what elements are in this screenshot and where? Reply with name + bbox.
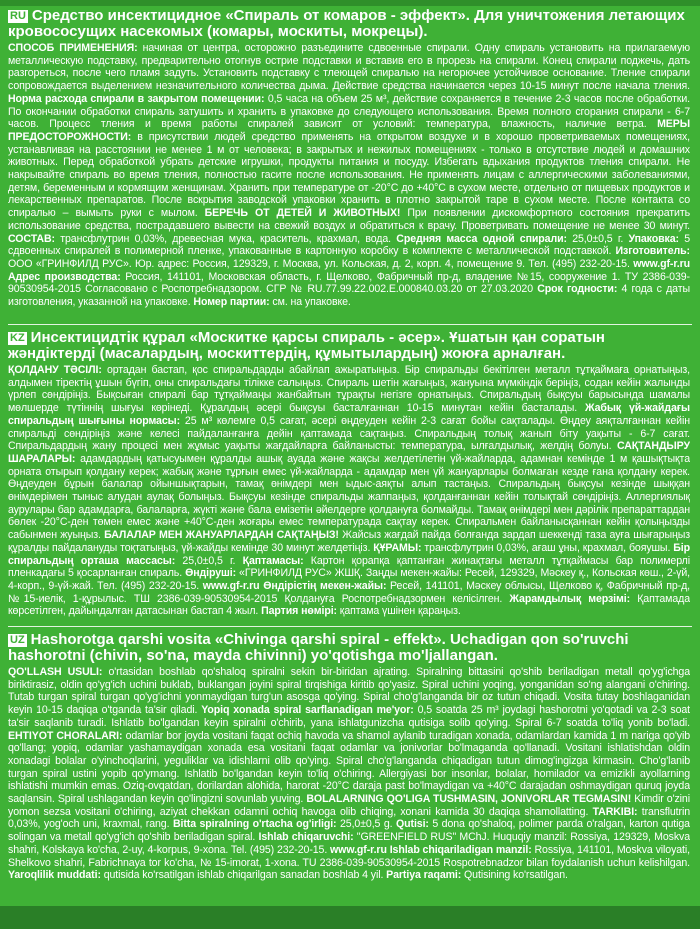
instruction-heading: Қаптамасы: [242, 554, 304, 567]
instruction-text: ООО «ГРИНФИЛД РУС». Юр. адрес: Россия, 129329, г. Москва, ул. Кольская, д. 2, корп. 4, помещение 9. Тел. (495) 232-20-15. [8, 257, 634, 270]
instruction-text: 0,5 часа на объем 25 м³, действие сохраняется в течение 2-3 часов после обработки. По окончании обработки спираль затушить и хранить в упаковке до следующего использования. Время полного сгорания спирали - 6-7 часов. Процесс тления и время работы спиралей зависит от условий: температура, влажность, наличие ветра. [8, 92, 690, 131]
instruction-heading: Bitta spiralning o'rtacha og'irligi: [172, 818, 337, 831]
instructions-kz [8, 364, 690, 618]
instructions-ru [8, 42, 690, 309]
instruction-text: в присутствии людей средство применять на открытом воздухе и в хорошо проветриваемых помещениях, устанавливая на расстоянии не менее 1 м от человека; в закрытых и нежилых помещениях - только в отсутствие людей и домашних животных. Перед обработкой убрать детские игрушки, продукты питания и посуду. Избегать вдыхания продуктов тления спирали. Не накрывайте спираль во время тления, полностью гасите после использования. Не применять лицам с аллергическими заболеваниями, детям, беременным и кормящим женщинам. Хранить при температуре от -20°С до +40°С в сухом месте, отдельно от пищевых продуктов и лекарственных препаратов. После вскрытия заводской упаковки хранить в плотно закрытой таре в сухом месте. После контакта со спиралью – вымыть руки с мылом. [8, 130, 690, 220]
instruction-text: o'rtasidan boshlab qo'shaloq spiralni sekin bir-biridan ajrating. Spiralning bittasini qo'shib beriladigan metall qo'yg'ichga biriktirasiz, oldin qo'yg'ich uchini buklab, buklangan joyini spiral tirqishiga kiritib qo'yasiz. Spiral uchini yoqing, yonganidan so'ng alangani o'chiring. Tutab turgan spiral turgan qo'yg'ichni yonmaydigan turg'un asosga qo'ying. Spiral cho'g'langanda bir oz tutun chiqadi. Vosita tutay boshlaganidan keyin 10-15 daqiqa o'tganda ta'sir qiladi. [8, 666, 690, 717]
instruction-heading: СОСТАВ: [8, 232, 55, 245]
divider-1 [8, 324, 692, 325]
instruction-text: transflutrin 0,03%, yog'och uni, kraxmal, rang. [8, 805, 690, 831]
instruction-heading: Жабық үй-жайдағы спиральдың шығыны нормасы: [8, 402, 690, 427]
instruction-heading: Адрес производства: [8, 270, 121, 283]
instruction-heading: Срок годности: [537, 283, 618, 296]
instruction-text: 5 dona qo'shaloq, polimer parda o'ralgan, karton qutiga solingan va metall qo'yg'ich qo'shib beriladigan spiral. [8, 818, 690, 844]
instruction-text: трансфлутрин 0,03%, ағаш ұны, крахмал, бояушы. [421, 541, 674, 554]
instruction-text: Қаптамада көрсетілген, дайындалған датасынан бастап 4 жыл. [8, 592, 690, 618]
instruction-text: адамдардың қатысуымен құралды ашық ауада және жақсы желдетілетін үй-жайларда, адамнан кемінде 1 м қашықтықта орната отырып қолдану керек; жабық және тұрғын емес үй-жайларда - адамдар мен үй жануарлары болмаған кезде ғана қолдану керек. Өңдеуден бұрын балалар ойыншықтарын, тамақ өнімдері мен ыдыс-аяқты алып тастаңыз. Спиральдың бықсуы кезінде шыққан өнімдерімен тыныс алудан аулақ болыңыз. Бықсуы кезінде спиральды жаппаңыз, қолданғаннан кейін толықтай сөндіріңіз. Аллергиялық аурулары бар адамдарға, балаларға, жүкті және бала емізетін әйелдерге қолдануға болмайды. Тамақ өнімдері мен дәрілік препараттардан бөлек -20°С-ден төмен емес және +40°С-ден жоғары емес температурада сақтау керек. Спиральмен байланысқаннан кейін қолыңызды сабынмен жуыңыз. [8, 452, 690, 542]
instruction-heading: www.gf-r.ru [202, 579, 260, 592]
instruction-heading: Partiya raqami: [386, 869, 462, 882]
instruction-heading: Бір спиральдың орташа массасы: [8, 541, 690, 567]
instruction-heading: Qutisi: [396, 818, 429, 831]
instruction-text: қаптама үшінен қараңыз. [336, 605, 461, 618]
instruction-heading: Норма расхода спирали в закрытом помещении: [8, 92, 265, 105]
instruction-text: «ГРИНФИЛД РУС» ЖШҚ. Заңды мекен-жайы: Ресей, 129329, Мәскеу қ., Кольская көш., 2-үй, 4-корп., 9-үй-жай. Тел. (495) 232-20-15. [8, 567, 690, 592]
instruction-heading: БЕРЕЧЬ ОТ ДЕТЕЙ И ЖИВОТНЫХ! [204, 207, 401, 220]
top-edge [0, 0, 700, 6]
instruction-heading: Yopiq xonada spiral sarflanadigan me'yor: [201, 704, 414, 717]
section-ru [8, 8, 690, 320]
section-title-uz [8, 632, 690, 664]
instruction-heading: Жарамдылық мерзімі: [509, 592, 631, 605]
title-text-uz: Hashorotga qarshi vosita «Chivinga qarshi spiral - effekt». Uchadigan qon so'ruvchi hashorotni (chivin, so'na, mayda chivinni) yo'qotishga mo'ljallangan. [8, 632, 629, 664]
section-kz [8, 330, 690, 622]
instruction-heading: Өндіруші: [185, 567, 237, 580]
instruction-heading: СПОСОБ ПРИМЕНЕНИЯ: [8, 42, 138, 54]
instruction-text: Qutisining ko'rsatilgan. [461, 869, 568, 882]
instruction-heading: ҚОЛДАНУ ТӘСІЛІ: [8, 364, 102, 376]
instruction-text: Жайсыз жағдай пайда болғанда зардап шеккенді таза ауға шығарыңыз құралды пайдалануды тоқтатыңыз, үй-жайды кемінде 30 минут желдетіңіз. [8, 529, 690, 554]
instruction-heading: Ishlab chiqaruvchi: [258, 831, 354, 844]
instruction-text: 25,0±0,5 г. [566, 232, 629, 245]
instruction-heading: www.gf-r.ru [330, 843, 387, 856]
instruction-text: "GREENFIELD RUS" MChJ. Huquqiy manzil: Rossiya, 129329, Moskva shahri, Kolskaya ko'cha, 2-uy, 4-korpus, 9-xona. Tel. (495) 232-20-15. [8, 831, 690, 856]
instruction-text: см. на упаковке. [269, 296, 351, 309]
section-title-ru [8, 8, 690, 40]
lang-badge-ru: RU [10, 10, 26, 22]
divider-2 [8, 626, 692, 627]
instruction-heading: Номер партии: [193, 296, 270, 309]
instruction-text: Картон қорапқа қаптанған жинақтағы металл тұтқаймасы бар полимерлі пленкадағы 5 қосарланған спираль. [8, 554, 690, 580]
bottom-edge [0, 906, 700, 929]
instruction-heading: Средняя масса одной спирали: [396, 232, 567, 245]
instruction-text: начиная от центра, осторожно разъедините сдвоенные спирали. Одну спираль установить на прилагаемую металлическую подставку, предварительно отогнув острие подставки и вставив его в прорезь на спирали. Конец спирали поджечь, дать разгореться, после чего пламя задуть. Установить подставку с тлеющей спиралью на негорючее устойчивое основание. Тление спирали сопровождается выделением незначительного количества дыма. Действие средства начинается через 10-15 минут после начала тления. [8, 42, 690, 93]
instruction-heading: Упаковка: [628, 232, 679, 245]
section-title-kz [8, 330, 690, 362]
instruction-text: 25,0±0,5 г. [175, 554, 243, 567]
instruction-heading: Изготовитель: [615, 245, 690, 258]
instruction-heading: БАЛАЛАР МЕН ЖАНУАРЛАРДАН САҚТАҢЫЗ! [104, 529, 339, 542]
instruction-heading: Yaroqlilik muddati: [8, 869, 101, 882]
instruction-text: Россия, 141101, Московская область, г. Щелково, Фабричный пр-д, владение №15, сооружение 1. ТУ 2386-039-90530954-2015 Согласовано с Роспотребнадзором. СГР № RU.77.99.22.002.E.000840.03.20 от 27.03.2020 [8, 270, 690, 296]
instruction-text: Rossiya, 141101, Moskva viloyati, Shelkovo shahri, Fabrichnaya tor ko'cha, № 15-imorat, 1-xona. TU 2386-039-90530954-2015 Rospotrebnadzor bilan foydalanish uchun kelishilgan. [8, 843, 690, 869]
instruction-heading: Партия нөмірі: [261, 605, 337, 618]
instruction-text: 25,0±0,5 g. [336, 818, 396, 831]
instruction-heading: BOLALARNING QO'LIGA TUSHMASIN, JONIVORLAR TEGMASIN! [306, 793, 632, 806]
instruction-text: qutisida ko'rsatilgan ishlab chiqarilgan sanadan boshlab 4 yil. [100, 869, 387, 882]
instruction-text: odamlar bor joyda vositani faqat ochiq havoda va shamol aylanib turadigan xonada, odamlardan kamida 1 m nariga qo'yib qo'llang; yopiq, odamlar yashamaydigan xonada esa vositani faqat odamlar va jonivorlar bo'lmaganda qo'llanadi. Vositani ishlatishdan oldin xonadagi bolalar o'yinchoqlarini, yeguliklar va idishlarni olib qo'ying. Spiral cho'g'langanda chiqadigan tutun dimog'ingizga kirmasin. Cho'g'lanib turgan spiral ustini yopib qo'ymang. Ishlatib bo'lgandan keyin to'liq o'chiring. Allergiyasi bor insonlar, bolalar, homilador va emizikli ayollarning ishlatishi mumkin emas. Oziq-ovqatdan, dorilardan alohida, harorat -20°C daraja past bo'lmaydigan va +40°C darajadan oshmaydigan quruq joyda saqlansin. Spiral ushlagandan keyin qo'lingizni sovunlab yuving. [8, 729, 690, 806]
instruction-text: ортадан бастап, қос спиральдарды абайлап ажыратыңыз. Бір спиральды бекітілген металл тұтқаймаға орнатыңыз, алдымен тіректің ұшын бүгіп, оны спиральдағы тілікке салыңыз. Спираль шетін жағыңыз, жануына мүмкіндік беріңіз, содан кейін жалынды үрлеп сөндіріңіз. Бықсыған спиралі бар тұтқаймаңы жанбайтын тұрақты негізге орнатыңыз. Спиральдың бықсуы барысында шамалы мөлшерде түтіннің шығуы көрінеді. Құралдың әсері бықсуы басталғаннан 10-15 минутан кейін басталады. [8, 364, 690, 415]
lang-badge-uz: UZ [10, 634, 25, 646]
title-text-kz: Инсектицидтік құрал «Москитке қарсы спираль - әсер». Ұшатын қан соратын жәндіктерді (масалардың, москиттердің, құмытылардың) жоюға арналған. [8, 330, 605, 362]
instructions-uz [8, 666, 690, 882]
instruction-text: Ресей, 141101, Мәскеу облысы, Щелково қ, Фабричный пр-д, №15-иелік, 1-құрылыс. ТШ 2386-039-90530954-2015 Қолдануға Роспотребнадзормен келісілген. [8, 579, 690, 605]
instruction-heading: QO'LLASH USULI: [8, 666, 103, 678]
instruction-heading: САҚТАНДЫРУ ШАРАЛАРЫ: [8, 440, 690, 465]
lang-badge-kz: KZ [10, 332, 25, 344]
instruction-heading: Ishlab chiqariladigan manzil: [389, 843, 532, 856]
instruction-text: трансфлутрин 0,03%, древесная мука, краситель, крахмал, вода. [54, 232, 397, 245]
title-text-ru: Средство инсектицидное «Спираль от комаров - эффект». Для уничтожения летающих кровососущих насекомых (комары, москиты, мокрецы). [8, 8, 685, 40]
instruction-heading: EHTIYOT CHORALARI: [8, 729, 123, 742]
instruction-text: 25 м³ көлемге 0,5 сағат, әсері өңдеуден кейін 2-3 сағат бойы сақталады. Өңдеу аяқталғаннан кейін спиральді сөндіріңіз және келесі пайдаланғанға дейін қаптамада сақтаңыз. Спиральдың толық жанып біту уақыты - 6-7 сағат. Спиральдардың жану процесі мен жұмыс уақыты жағдайларға байланысты: температура, ылғалдылық, желдің болуы. [8, 414, 690, 453]
instruction-text: При появлении дискомфортного состояния прекратить использование средства, пострадавшего вывести на свежий воздух и обратиться к врачу. Проветривать помещение не менее 30 минут. [8, 207, 690, 232]
instruction-text: 0,5 soatda 25 m³ joydagi hashorotni yo'qotadi va 2-3 soat ta'sir saqlanib turadi. Ishlatib bo'lgandan keyin spiralni o'chirib, yana ishlatgunizcha qutisiga solib qo'ying. Spiral 6-7 soatda to'liq yonib bo'ladi. [8, 704, 690, 729]
instruction-heading: Өндірістің мекен-жайы: [263, 579, 387, 592]
instruction-heading: www.gf-r.ru [633, 257, 690, 270]
instruction-text: Kimdir o'zini yomon sezsa vositani o'chiring, aziyat chekkan odamni ochiq havoga olib chiqing, xonani kamida 30 daqiqa shamollatting. [8, 793, 690, 818]
section-uz [8, 632, 690, 904]
instruction-text: 5 сдвоенных спиралей в полимерной пленке, упакованные в картонную коробку в комплекте с металлической подставкой. [8, 232, 690, 258]
instruction-heading: ҚҰРАМЫ: [373, 541, 422, 554]
instruction-heading: МЕРЫ ПРЕДОСТОРОЖНОСТИ: [8, 118, 690, 143]
instruction-text: 4 года с даты изготовления, указанной на упаковке. [8, 283, 690, 309]
instruction-heading: TARKIBI: [592, 805, 638, 818]
